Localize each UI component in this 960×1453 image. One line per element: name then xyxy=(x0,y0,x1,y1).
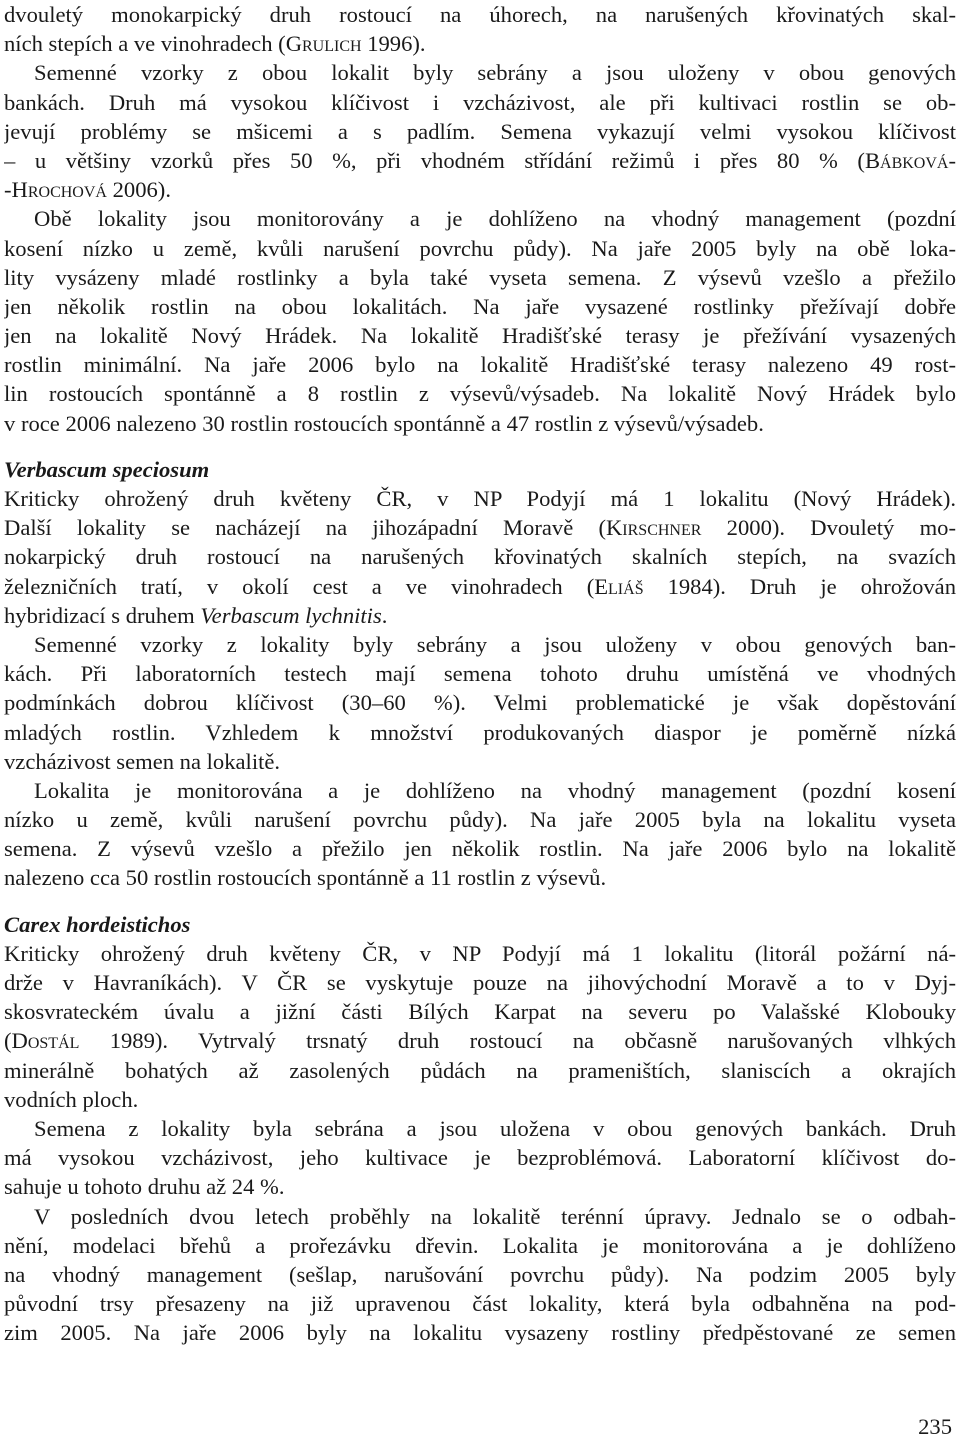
text-line: bankách. Druh má vysokou klíčivost i vzcházivost, ale při kultivaci rostlin se ob- xyxy=(4,89,956,115)
text-line: zim 2005. Na jaře 2006 byly na lokalitu vysazeny rostliny předpěstované ze semen xyxy=(4,1320,956,1346)
text-line: dvouletý monokarpický druh rostoucí na úhorech, na narušených křovinatých skal- xyxy=(4,2,956,27)
section-carex-hordeistichos xyxy=(4,910,956,1348)
text-line: vodních ploch. xyxy=(4,1086,139,1112)
text-line: vzcházivost semen na lokalitě. xyxy=(4,748,281,774)
page-body xyxy=(4,0,956,1347)
text-line: – u většiny vzorků přes 50 %, při vhodném střídání režimů i přes 80 % (Bábková- xyxy=(4,147,956,173)
text-line: kách. Při laboratorních testech mají semena tohoto druhu umístěná ve vhodných xyxy=(4,661,956,687)
text-line: jen na lokalitě Nový Hrádek. Na lokalitě Hradišťské terasy je přežívání vysazených xyxy=(4,323,956,349)
text-line: má vysokou vzcházivost, jeho kultivace je bezproblémová. Laboratorní klíčivost do- xyxy=(4,1145,956,1171)
section-continuation xyxy=(4,0,956,438)
text-line: železničních tratí, v okolí cest a ve vinohradech (Eliáš 1984). Druh je ohrožován xyxy=(4,573,956,599)
text-line: hybridizací s druhem Verbascum lychnitis. xyxy=(4,602,388,628)
text-line: Lokalita je monitorována a je dohlíženo na vhodný management (pozdní kosení xyxy=(34,777,956,803)
text-line: lity vysázeny mladé rostlinky a byla také vyseta semena. Z výsevů vzešlo a přežilo xyxy=(4,264,956,290)
text-line: V posledních dvou letech proběhly na lokalitě terénní úpravy. Jednalo se o odbah- xyxy=(34,1203,956,1229)
text-line: Semenné vzorky z lokality byly sebrány a jsou uloženy v obou genových ban- xyxy=(34,631,956,657)
text-line: rostlin minimální. Na jaře 2006 bylo na lokalitě Hradišťské terasy nalezeno 49 rost- xyxy=(4,352,956,378)
text-line: jevují problémy se mšicemi a s padlím. Semena vykazují velmi vysokou klíčivost xyxy=(4,118,956,144)
section-verbascum-speciosum xyxy=(4,455,956,893)
text-line: jen několik rostlin na obou lokalitách. Na jaře vysazené rostlinky přežívají dobře xyxy=(4,293,956,319)
species-heading: Verbascum speciosum xyxy=(4,456,210,482)
species-heading: Carex hordeistichos xyxy=(4,911,191,937)
text-line: Kriticky ohrožený druh květeny ČR, v NP Podyjí má 1 lokalitu (Nový Hrádek). xyxy=(4,486,956,511)
text-line: nízko u země, kvůli narušení povrchu půdy). Na jaře 2005 byla na lokalitu vyseta xyxy=(4,807,956,833)
text-line: semena. Z výsevů vzešlo a přežilo jen několik rostlin. Na jaře 2006 bylo na lokalitě xyxy=(4,836,956,862)
text-line: (Dostál 1989). Vytrvalý trsnatý druh rostoucí na občasně narušovaných vlhkých xyxy=(4,1028,956,1054)
text-line: minerálně bohatých až zasolených půdách na prameništích, slaniscích a okrajích xyxy=(4,1057,956,1083)
text-line: kosení nízko u země, kvůli narušení povrchu půdy). Na jaře 2005 byly na obě loka- xyxy=(4,235,956,261)
text-line: Kriticky ohrožený druh květeny ČR, v NP Podyjí má 1 lokalitu (litorál požární ná- xyxy=(4,940,956,966)
section-gap xyxy=(4,893,956,910)
text-line: Obě lokality jsou monitorovány a je dohlíženo na vhodný management (pozdní xyxy=(34,206,956,232)
text-line: skosvrateckém úvalu a jižní části Bílých Karpat na severu po Valašské Klobouky xyxy=(4,999,956,1025)
text-line: lin rostoucích spontánně a 8 rostlin z výsevů/výsadeb. Na lokalitě Nový Hrádek bylo xyxy=(4,381,956,407)
text-line: podmínkách dobrou klíčivost (30–60 %). Velmi problematické je však dopěstování xyxy=(4,690,956,716)
text-line: ních stepích a ve vinohradech (Grulich 1996). xyxy=(4,31,426,57)
text-line: původní trsy přesazeny na již upravenou část lokality, která byla odbahněna na pod- xyxy=(4,1291,956,1317)
text-line: sahuje u tohoto druhu až 24 %. xyxy=(4,1174,285,1200)
text-line: mladých rostlin. Vzhledem k množství produkovaných diaspor je poměrně nízká xyxy=(4,719,956,745)
page-number: 235 xyxy=(918,1414,952,1439)
text-line: Semenné vzorky z obou lokalit byly sebrány a jsou uloženy v obou genových xyxy=(34,60,956,86)
text-line: nalezeno cca 50 rostlin rostoucích spontánně a 11 rostlin z výsevů. xyxy=(4,865,607,891)
section-gap xyxy=(4,438,956,455)
text-line: Semena z lokality byla sebrána a jsou uložena v obou genových bankách. Druh xyxy=(34,1115,956,1141)
text-line: v roce 2006 nalezeno 30 rostlin rostoucích spontánně a 47 rostlin z výsevů/výsadeb. xyxy=(4,410,764,436)
text-line: nění, modelaci břehů a prořezávku dřevin. Lokalita je monitorována a je dohlíženo xyxy=(4,1232,956,1258)
text-line: -Hrochová 2006). xyxy=(4,177,171,203)
text-line: Další lokality se nacházejí na jihozápadní Moravě (Kirschner 2000). Dvouletý mo- xyxy=(4,515,956,541)
text-line: nokarpický druh rostoucí na narušených křovinatých skalních stepích, na svazích xyxy=(4,544,956,570)
text-line: na vhodný management (sešlap, narušování povrchu půdy). Na podzim 2005 byly xyxy=(4,1261,956,1287)
text-line: drže v Havraníkách). V ČR se vyskytuje pouze na jihovýchodní Moravě a to v Dyj- xyxy=(4,970,956,995)
